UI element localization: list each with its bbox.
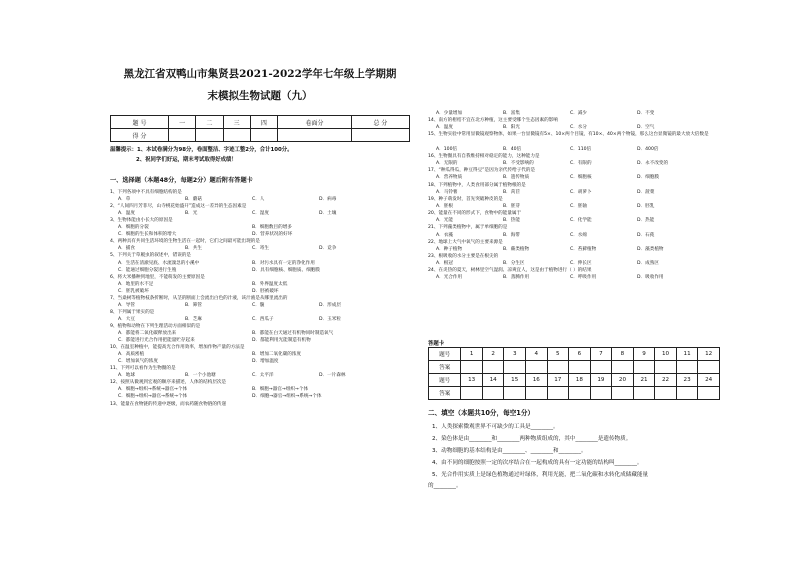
option: D．具有细胞核、细胞质、细胞膜	[252, 267, 320, 273]
option: D．竞争	[319, 246, 337, 252]
option: B．筛管	[185, 302, 202, 308]
score-value-cell: 得 分	[111, 129, 169, 142]
fill-item: 5、光合作用实质上是绿色植物通过叶绿体，利用光能，把二氧化碳和水转化成储藏能量	[432, 472, 649, 478]
option: C．细胞→组织→器官→系统→个体	[118, 394, 188, 400]
option: A．根冠	[436, 261, 453, 267]
option: A．100倍	[436, 146, 458, 152]
option: D．400倍	[637, 146, 659, 152]
answer-cell	[633, 387, 655, 400]
score-value-cell	[250, 129, 277, 142]
answer-cell: 12	[698, 348, 720, 361]
option: C．胚乳被破坏	[118, 288, 149, 294]
question-text: 6、将大米播种到地里，不能萌发的主要原因是	[110, 274, 205, 280]
score-value-cell	[351, 129, 409, 142]
option: A．光能	[436, 218, 453, 224]
option: D．形成层	[319, 302, 341, 308]
note-line-1: 温馨提示：1、本试卷满分为98分，卷面整洁、字迹工整2分，合计100分。	[110, 147, 293, 153]
answer-row	[429, 348, 720, 361]
option: A．营养物质	[436, 175, 463, 181]
question-text: 21、下列藻类植物中，属于单细胞的是	[428, 225, 508, 231]
question-text: 7、当桑树等植物枝条折断时，从茎的断面上会流出白色的汁液，该汁液是从哪里流出的	[110, 295, 288, 301]
answer-cell	[612, 361, 634, 374]
question-text: 18、下列植物中，人类食用部分属于植物根的是	[428, 182, 526, 188]
answer-cell	[504, 361, 526, 374]
score-value-cell	[196, 129, 223, 142]
score-header-row	[111, 116, 410, 129]
option: B．热能	[503, 218, 520, 224]
score-header-cell: 四	[250, 116, 277, 129]
option: C．寄生	[252, 246, 269, 252]
option: B．蕨类植物	[503, 246, 530, 252]
answer-row	[429, 361, 720, 374]
option: C．减少	[570, 111, 587, 116]
question-text: 24、在炎热的夏天，树林里空气湿润、凉爽宜人，这是由于植物进行（ ）的结果	[428, 268, 592, 274]
option: C．伸长区	[570, 261, 592, 267]
option: D．成熟区	[637, 261, 659, 267]
option: C．水分	[570, 125, 587, 131]
option: C．髓	[252, 302, 265, 308]
option: D．营养状况的好坏	[252, 232, 293, 238]
answer-cell: 22	[655, 374, 677, 387]
answer-row-label: 题号	[429, 348, 461, 361]
option: B．增加二氧化碳的浓度	[252, 352, 302, 358]
option: A．衣藻	[436, 232, 453, 238]
question-text: 9、植物和动物在下列生理活动方面相似的是	[110, 323, 201, 329]
option: A．光合作用	[436, 275, 463, 281]
answer-cell	[655, 361, 677, 374]
option: B．海带	[503, 232, 520, 238]
title-line-1: 黑龙江省双鸭山市集贤县2021-2022学年七年级上学期期	[123, 68, 397, 80]
option: D．胚乳	[637, 203, 655, 209]
option: B．细胞数目的增多	[252, 225, 292, 231]
option: A．胚根	[436, 203, 453, 209]
score-value-cell	[278, 129, 352, 142]
option: A．细胞的分裂	[118, 225, 149, 231]
answer-cell	[590, 361, 612, 374]
option: C．胡萝卜	[570, 189, 592, 195]
option: B．胚芽	[503, 203, 520, 209]
option: C．人	[252, 197, 265, 203]
score-value-row	[111, 129, 410, 142]
option: D．都能利用光能制造有机物	[252, 338, 311, 344]
option: B．细胞→器官→组织→个体	[252, 387, 309, 393]
option: A．生活在清澈见底、水流湍急的小溪中	[118, 260, 200, 266]
option: A．大豆	[118, 316, 135, 322]
answer-cell	[698, 361, 720, 374]
option: A．高质密植	[118, 352, 145, 358]
answer-cell: 16	[526, 374, 548, 387]
answer-cell: 8	[612, 348, 634, 361]
answer-cell	[461, 387, 483, 400]
option: A．导管	[118, 302, 135, 308]
option: B．蘑菇	[185, 197, 202, 203]
option: D．石莼	[637, 232, 655, 238]
option: B．光	[185, 211, 198, 217]
option: D．一片森林	[319, 373, 346, 379]
option: A．温度	[118, 211, 135, 217]
option: A．捕食	[118, 246, 135, 252]
answer-cell: 21	[633, 374, 655, 387]
fill-item: 2、染色体是由________和________两种物质组成的，其中________是遗传物质。	[432, 436, 632, 442]
option: A．都能将二氧化碳释放出来	[118, 331, 177, 336]
score-header-cell: 二	[196, 116, 223, 129]
option: C．化学能	[570, 218, 592, 224]
answer-cell	[547, 361, 569, 374]
answer-cell: 20	[612, 374, 634, 387]
option: D．不变	[637, 111, 655, 116]
answer-row	[429, 387, 720, 400]
option: C．苔藓植物	[570, 246, 597, 252]
question-text: 15、生物实验中常用显微镜观察物体，如果一台显微镜有5×、10×两个目镜，有10×、40×两个物镜，那么这台显微镜的最大放大倍数是	[428, 132, 709, 138]
option: D．吸收作用	[637, 275, 664, 281]
option: A．马铃薯	[436, 189, 458, 195]
answer-row-label: 答案	[429, 387, 461, 400]
option: C．太平洋	[252, 373, 274, 379]
option: C．西瓜子	[252, 316, 274, 322]
option: B．富集	[503, 111, 520, 116]
question-text: 13、能量在食物链的传递中逐级，而农药随食物链的传递	[110, 401, 227, 407]
answer-cell: 9	[633, 348, 655, 361]
question-text: 3、生物体能由小长大的原因是	[110, 218, 173, 224]
option: B．对污水具有一定的净化作用	[252, 260, 315, 266]
question-text: 22、地球上大气中氧气的主要来源是	[428, 239, 503, 245]
option: B．一个小池塘	[185, 373, 216, 379]
answer-cell: 5	[547, 348, 569, 361]
option: D．玉米粒	[319, 316, 341, 322]
option: A．少量增加	[436, 111, 463, 116]
answer-row-label: 题号	[429, 374, 461, 387]
answer-cell: 14	[482, 374, 504, 387]
answer-cell	[612, 387, 634, 400]
answer-cell: 18	[569, 374, 591, 387]
answer-cell	[698, 387, 720, 400]
answer-cell: 6	[569, 348, 591, 361]
answer-cell: 7	[590, 348, 612, 361]
option: C．细胞的生长和体积的增大	[118, 232, 177, 238]
option: A．种子植物	[436, 246, 463, 252]
option: C．增加氧气的浓度	[118, 359, 158, 365]
score-table	[110, 115, 410, 142]
option: C．都能进行光合作用把能量贮存起来	[118, 338, 195, 344]
answer-cell: 15	[504, 374, 526, 387]
option: C．水绵	[570, 232, 587, 238]
question-text: 19、种子萌发时，首先突破种皮的是	[428, 196, 503, 202]
option: D．增加温度	[252, 359, 279, 365]
option: A．无限的	[436, 161, 458, 167]
title-line-2: 末模拟生物试题（九）	[207, 90, 313, 102]
section1-title: 一、选择题（本题48分，每题2分）题后附有答题卡	[110, 177, 253, 184]
option: C．湿度	[252, 211, 269, 217]
option: C．呼吸作用	[570, 275, 597, 281]
answer-cell: 17	[547, 374, 569, 387]
option: B．遗传物质	[503, 175, 530, 181]
option: A．地里的水不足	[118, 281, 154, 287]
question-text: 8、下列属于果实的是	[110, 309, 155, 315]
section2-title: 二、填空（本题共10分，每空1分）	[428, 409, 535, 417]
answer-cell: 23	[676, 374, 698, 387]
question-text: 11、下列可以看作为生物圈的是	[110, 366, 176, 372]
answer-cell: 24	[698, 374, 720, 387]
answer-cell	[676, 387, 698, 400]
question-text: 5、下列关于草履虫的叙述中，错误的是	[110, 253, 192, 259]
option: A．地球	[118, 373, 135, 379]
option: D．病毒	[319, 197, 337, 203]
answer-cell: 10	[655, 348, 677, 361]
fill-item: 4、由不同的细胞按照一定的次序结合在一起构成的具有一定功能的结构叫________。	[432, 460, 643, 466]
question-text: 17、“种瓜得瓜，种豆得豆”是因为亲代传给子代的是	[428, 168, 536, 174]
answer-cell	[633, 361, 655, 374]
option: B．芝麻	[185, 316, 202, 322]
score-header-cell: 一	[169, 116, 196, 129]
option: D．藻类植物	[637, 246, 664, 252]
answer-cell	[676, 361, 698, 374]
option: D．胚被破坏	[252, 288, 279, 294]
fill-item: 1、人类探索微观世界不可缺少的工具是________。	[432, 424, 559, 430]
option: A．温度	[436, 125, 453, 131]
answer-cell: 1	[461, 348, 483, 361]
answer-cell	[461, 361, 483, 374]
answer-row-label: 答案	[429, 361, 461, 374]
answer-cell: 3	[504, 348, 526, 361]
option: D．热能	[637, 218, 655, 224]
score-header-cell: 题 号	[111, 116, 169, 129]
answer-card-table	[428, 347, 720, 400]
answer-cell: 19	[590, 374, 612, 387]
option: B．不受影响的	[503, 161, 534, 167]
option: C．能通过细胞分裂进行生殖	[118, 267, 177, 273]
question-text: 10、在温室种植中，能提高光合作用效率，增加作物产量的方法是	[110, 345, 245, 351]
option: B．阳光	[503, 125, 520, 131]
option: B．莴苣	[503, 189, 520, 195]
answer-row	[429, 374, 720, 387]
answer-cell	[569, 361, 591, 374]
answer-cell	[504, 387, 526, 400]
answer-cell	[590, 387, 612, 400]
note-line-2: 2、祝同学们好运，期末考试取得好成绩！	[136, 157, 237, 163]
option: D．细胞→器官→组织→系统→个体	[252, 394, 322, 400]
option: C．细胞核	[570, 175, 592, 181]
answer-cell	[526, 387, 548, 400]
question-text: 20、能量在不同的形式下，食物中的能量属于	[428, 211, 522, 217]
option: A．细胞→组织→系统→器官→个体	[118, 387, 188, 393]
option: D．土壤	[319, 211, 337, 217]
question-text: 1、下列各项中不具有细胞结构的是	[110, 190, 182, 195]
answer-cell: 13	[461, 374, 483, 387]
answer-cell	[482, 387, 504, 400]
question-text: 4、两种具有共同生活环境的生物生活在一起时，它们之间最可能出现的是	[110, 239, 260, 245]
option: D．空气	[637, 125, 655, 131]
option: C．110倍	[570, 146, 592, 152]
answer-card-label: 答题卡	[428, 341, 445, 347]
score-header-cell: 三	[223, 116, 250, 129]
option: C．有限的	[570, 161, 592, 167]
question-text: 23、根吸收的水分主要是在根尖的	[428, 254, 499, 259]
question-text: 14、南方的柑桔不宜在北方种植，这主要受哪个生态因素的影响	[428, 118, 558, 124]
question-text: 12、按照从微观到宏观的顺序来描述，人体的结构层次是	[110, 380, 227, 386]
question-text: 2、“人间四月芳菲尽，山寺桃花始盛开”造成这一差异的生态因素是	[110, 204, 247, 210]
option: D．菠菜	[637, 189, 655, 195]
option: B．共生	[185, 246, 202, 252]
option: D．永不改变的	[637, 161, 669, 167]
answer-cell	[655, 387, 677, 400]
score-value-cell	[223, 129, 250, 142]
answer-cell: 11	[676, 348, 698, 361]
option: B．分生区	[503, 261, 525, 267]
option: C．胚轴	[570, 203, 587, 209]
answer-cell	[547, 387, 569, 400]
question-text: 16、生物圈具有自我维持相对稳定的能力，这种能力是	[428, 153, 540, 159]
option: B．蒸腾作用	[503, 275, 530, 281]
score-value-cell	[169, 129, 196, 142]
answer-cell	[482, 361, 504, 374]
option: B．都能在白天通过有机物同时制造氧气	[252, 331, 334, 336]
fill-item: 3、动物细胞的基本结构是由________、________和________。	[432, 448, 587, 454]
answer-cell: 4	[526, 348, 548, 361]
answer-cell	[526, 361, 548, 374]
score-header-cell: 卷面分	[278, 116, 352, 129]
option: B．40倍	[503, 146, 522, 152]
fill-item: 的________。	[428, 483, 462, 489]
answer-cell	[569, 387, 591, 400]
option: D．细胞膜	[637, 175, 659, 181]
option: A．草	[118, 197, 131, 203]
answer-cell: 2	[482, 348, 504, 361]
score-header-cell: 总 分	[351, 116, 409, 129]
option: B．外界温度太低	[252, 281, 288, 287]
